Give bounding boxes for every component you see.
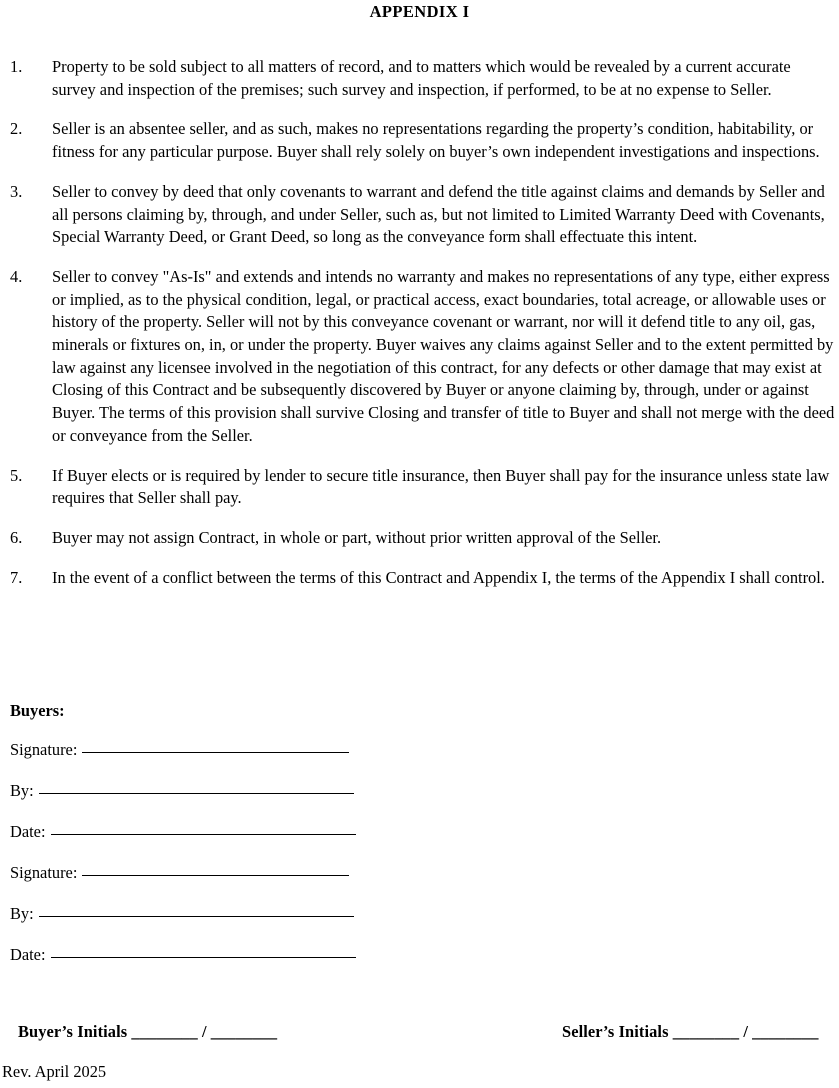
buyers-heading: Buyers: — [10, 701, 65, 720]
by-row-1 — [10, 781, 430, 822]
clause-number: 7. — [10, 567, 23, 587]
date-label: Date: — [10, 945, 46, 964]
clause-number: 6. — [10, 527, 23, 547]
clause-list — [0, 56, 839, 606]
date-label: Date: — [10, 822, 46, 841]
clause-text: Buyer may not assign Contract, in whole or part, without prior written approval of the Seller. — [52, 527, 662, 547]
signature-label: Signature: — [10, 740, 78, 759]
page-title: APPENDIX I — [369, 2, 470, 21]
signature-input-line[interactable] — [82, 752, 349, 753]
clause-number: 3. — [10, 181, 23, 201]
clause-item — [0, 266, 839, 448]
by-row-2 — [10, 904, 430, 945]
revision-footer: Rev. April 2025 — [2, 1062, 107, 1081]
clause-text: Property to be sold subject to all matters of record, and to matters which would be revealed by a current accurate survey and inspection of the premises; such survey and inspection, if performed, to be at no expense to Seller. — [52, 57, 791, 99]
clause-item — [0, 181, 839, 249]
clause-item — [0, 527, 839, 550]
by-label: By: — [10, 781, 34, 800]
buyer-initials-field[interactable]: Buyer’s Initials ________ / ________ — [18, 1022, 278, 1041]
signature-label: Signature: — [10, 863, 78, 882]
by-input-line[interactable] — [39, 916, 354, 917]
clause-text: Seller to convey by deed that only covenants to warrant and defend the title against claims and demands by Seller and all persons claiming by, through, and under Seller, such as, but not limited to Limited Warranty Deed with Covenants, Special Warranty Deed, or Grant Deed, so long as the conveyance form shall effectuate this intent. — [52, 181, 825, 247]
by-input-line[interactable] — [39, 793, 354, 794]
clause-text: In the event of a conflict between the terms of this Contract and Appendix I, the terms of the Appendix I shall control. — [52, 567, 825, 587]
date-input-line[interactable] — [51, 834, 356, 835]
clause-number: 2. — [10, 119, 23, 139]
initials-footer — [0, 1022, 839, 1046]
clause-number: 1. — [10, 57, 23, 76]
date-input-line[interactable] — [51, 957, 356, 958]
clause-number: 4. — [10, 266, 23, 286]
date-row-1 — [10, 822, 430, 863]
clause-text: Seller is an absentee seller, and as such, makes no representations regarding the property’s condition, habitability, or fitness for any particular purpose. Buyer shall rely solely on buyer’s own independent investigations and inspections. — [52, 119, 820, 162]
clause-item — [0, 56, 839, 101]
buyers-signature-block — [10, 700, 430, 986]
signature-row-1 — [10, 740, 430, 781]
clause-text: Seller to convey "As-Is" and extends and intends no warranty and makes no representations of any type, either express or implied, as to the physical condition, legal, or practical access, exact boundaries, total acreage, or allowable uses or history of the property. Seller will not by this conveyance covenant or warrant, nor will it defend title to any oil, gas, minerals or fixtures on, in, or under the property. Buyer waives any claims against Seller and to the extent permitted by law against any licensee involved in the negotiation of this contract, for any defects or other damage that may exist at Closing of this Contract and be subsequently discovered by Buyer or anyone claiming by, through, under or against Buyer. The terms of this provision shall survive Closing and transfer of title to Buyer and shall not merge with the deed or conveyance from the Seller. — [52, 266, 835, 445]
date-row-2 — [10, 945, 430, 986]
seller-initials-field[interactable]: Seller’s Initials ________ / ________ — [562, 1022, 819, 1041]
clause-item — [0, 567, 839, 590]
signature-input-line[interactable] — [82, 875, 349, 876]
clause-item — [0, 465, 839, 510]
clause-item — [0, 118, 839, 163]
clause-text: If Buyer elects or is required by lender to secure title insurance, then Buyer shall pay for the insurance unless state law requires that Seller shall pay. — [52, 465, 830, 508]
signature-row-2 — [10, 863, 430, 904]
by-label: By: — [10, 904, 34, 923]
clause-number: 5. — [10, 465, 23, 485]
